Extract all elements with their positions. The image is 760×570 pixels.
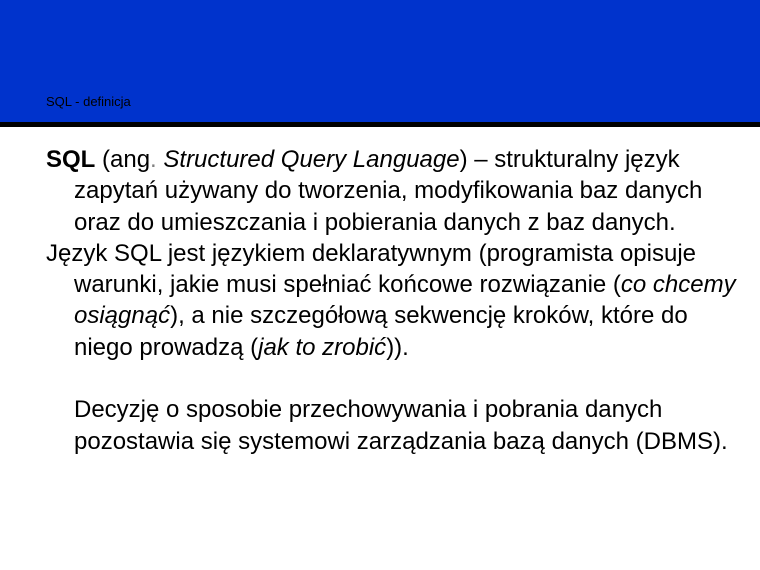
text-span: ), a nie szczegółową sekwencję kroków, które do niego prowadzą ( bbox=[74, 302, 688, 361]
text-span: )). bbox=[386, 333, 409, 361]
text-span: ) – strukturalny język zapytań używany do tworzenia, modyfikowania baz danych oraz do umieszczania i pobierania danych z baz danych. bbox=[74, 146, 703, 236]
text-span: . bbox=[150, 146, 157, 173]
header-divider bbox=[0, 122, 760, 127]
sql-term: SQL bbox=[46, 146, 96, 173]
italic-phrase: co chcemy osiągnąć bbox=[74, 271, 736, 330]
slide-body bbox=[46, 144, 736, 457]
spacer bbox=[46, 363, 736, 394]
slide-title: SQL - definicja bbox=[46, 94, 131, 109]
text-span: Język SQL jest językiem deklaratywnym (programista opisuje warunki, jakie musi spełniać końcowe rozwiązanie ( bbox=[46, 239, 697, 299]
italic-phrase: jak to zrobić bbox=[258, 333, 387, 361]
text-span: (ang bbox=[95, 146, 151, 173]
english-name: Structured Query Language bbox=[156, 146, 460, 173]
paragraph-sql-definition bbox=[46, 144, 736, 238]
paragraph-dbms: Decyzję o sposobie przechowywania i pobrania danych pozostawia się systemowi zarządzania bazą danych (DBMS). bbox=[74, 396, 728, 455]
paragraph-declarative bbox=[46, 238, 736, 363]
